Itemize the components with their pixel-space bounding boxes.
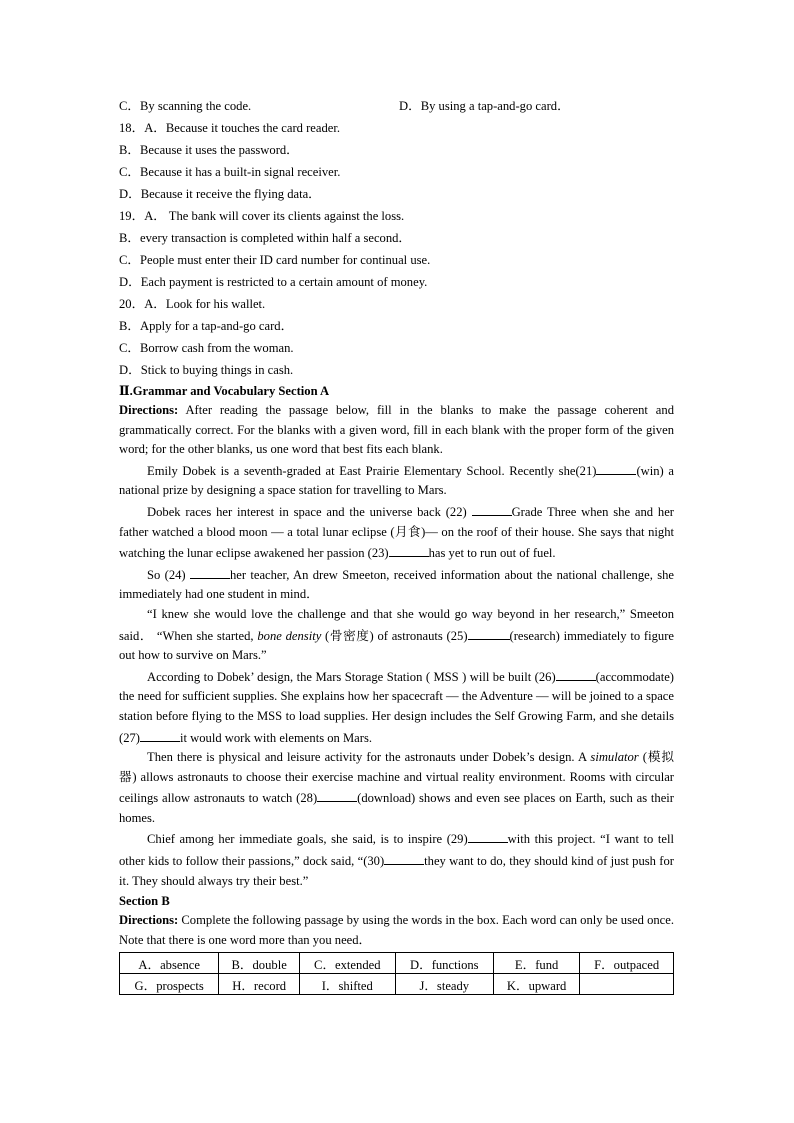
word-bank-cell: C．extended	[299, 953, 395, 974]
paragraph-text: it would work with elements on Mars.	[179, 730, 373, 745]
section-b-directions	[119, 911, 674, 950]
q19-option-c: C．People must enter their ID card number for continual use.	[119, 253, 431, 267]
q17-option-d: D．By using a tap-and-go card．	[399, 99, 570, 113]
blank-23[interactable]	[389, 542, 429, 557]
paragraph-text: with this project. “I want to tell other kids to follow their passions,” dock said, “(30)	[119, 832, 674, 869]
q18-option-a: 18．A．Because it touches the card reader.	[119, 121, 341, 135]
paragraph-text: (win) a national prize by designing a space station for travelling to Mars.	[119, 463, 674, 498]
passage-paragraph-4	[119, 605, 674, 666]
passage-paragraph-2	[119, 501, 674, 564]
directions-text: After reading the passage below, fill in the blanks to make the passage coherent and grammatically correct. For the blanks with a given word, fill in each blank with the proper form of the given word; for the other blanks, us one word that best fits each blank.	[119, 403, 674, 457]
section-a-heading: Ⅱ.Grammar and Vocabulary Section A	[119, 384, 330, 398]
word-bank-cell: H．record	[219, 974, 300, 995]
blank-21[interactable]	[596, 460, 636, 475]
word-bank-table	[119, 952, 674, 995]
word-bank-row	[120, 953, 674, 974]
paragraph-text: Then there is physical and leisure activity for the astronauts under Dobek’s design. A	[147, 750, 591, 765]
q20-option-a: 20．A．Look for his wallet.	[119, 297, 266, 311]
blank-28[interactable]	[317, 787, 357, 802]
paragraph-text: they want to do, they should kind of just push for it. They should always try their best.”	[119, 854, 674, 888]
paragraph-text: “I knew she would love the challenge and that she would go way beyond in her research,” Smeeton said． “When she started,	[119, 606, 674, 643]
paragraph-text: Dobek races her interest in space and the universe back (22)	[147, 504, 472, 519]
document-page	[119, 95, 674, 995]
passage-paragraph-6	[119, 748, 674, 828]
blank-26[interactable]	[556, 666, 596, 681]
paragraph-text: (download) shows and even see places on Earth, such as their homes.	[119, 791, 674, 825]
paragraph-text: (模拟器) allows astronauts to choose their exercise machine and virtual reality environment. Rooms with circular ceilings allow astronauts to watch (28)	[119, 750, 675, 806]
q17-option-c: C．By scanning the code.	[119, 99, 252, 113]
blank-22[interactable]	[472, 501, 512, 516]
blank-29[interactable]	[468, 828, 508, 843]
q19-option-d: D．Each payment is restricted to a certain amount of money.	[119, 275, 428, 289]
blank-24[interactable]	[190, 564, 230, 579]
q20-option-c: C．Borrow cash from the woman.	[119, 341, 294, 355]
q18-option-d: D．Because it receive the flying data．	[119, 187, 321, 201]
paragraph-text: her teacher, An drew Smeeton, received information about the national challenge, she immediately had one student in mind．	[119, 567, 674, 602]
q18-option-c: C．Because it has a built-in signal receiver.	[119, 165, 341, 179]
paragraph-text: So (24)	[147, 567, 190, 582]
paragraph-text: (research) immediately to figure out how to survive on Mars.”	[119, 628, 674, 663]
word-bank-cell: D．functions	[395, 953, 493, 974]
paragraph-text: Chief among her immediate goals, she said, is to inspire (29)	[147, 832, 468, 847]
passage-paragraph-5	[119, 666, 674, 748]
passage-paragraph-1	[119, 460, 674, 501]
paragraph-text: has yet to run out of fuel.	[428, 546, 556, 561]
q19-option-b: B．every transaction is completed within half a second．	[119, 231, 412, 245]
q20-option-d: D．Stick to buying things in cash.	[119, 363, 294, 377]
section-a-directions	[119, 401, 674, 460]
word-bank-cell: F．outpaced	[580, 953, 674, 974]
passage-paragraph-3	[119, 564, 674, 605]
word-bank-cell: A．absence	[120, 953, 219, 974]
q19-option-a: 19．A． The bank will cover its clients against the loss.	[119, 209, 405, 223]
q17-options	[119, 95, 674, 117]
q18-option-b: B．Because it uses the password．	[119, 143, 299, 157]
passage-paragraph-7	[119, 828, 674, 891]
blank-30[interactable]	[384, 850, 424, 865]
word-bank-row	[120, 974, 674, 995]
word-bank-cell: K．upward	[493, 974, 579, 995]
directions-label: Directions:	[119, 913, 179, 928]
q20-option-b: B．Apply for a tap-and-go card．	[119, 319, 294, 333]
paragraph-text: Emily Dobek is a seventh-graded at East Prairie Elementary School. Recently she(21)	[147, 463, 597, 478]
word-bank-cell: J．steady	[395, 974, 493, 995]
word-bank-cell: G．prospects	[120, 974, 219, 995]
blank-27[interactable]	[140, 727, 180, 742]
word-bank-cell: B．double	[219, 953, 300, 974]
directions-label: Directions:	[119, 403, 179, 417]
italic-term: bone density	[257, 628, 322, 643]
blank-25[interactable]	[468, 625, 510, 640]
word-bank-cell: E．fund	[493, 953, 579, 974]
paragraph-text: (accommodate) the need for sufficient supplies. She explains how her spacecraft — the Adventure — will be joined to a space station before flying to the MSS to load supplies. Her design includes the Self Growing Farm, and she details (27)	[119, 669, 674, 745]
word-bank-cell	[580, 974, 674, 995]
section-b-heading: Section B	[119, 894, 170, 909]
italic-term: simulator	[590, 750, 639, 765]
paragraph-text: According to Dobek’ design, the Mars Storage Station ( MSS ) will be built (26)	[147, 669, 556, 684]
directions-text: Complete the following passage by using the words in the box. Each word can only be used once. Note that there is one word more than you need．	[119, 913, 674, 947]
word-bank-cell: I．shifted	[299, 974, 395, 995]
paragraph-text: (骨密度) of astronauts (25)	[321, 628, 468, 643]
paragraph-text: Grade Three when she and her father watched a blood moon — a total lunar eclipse (月食)— on the roof of their house. She says that night watching the lunar eclipse awakened her passion (23)	[119, 504, 674, 561]
